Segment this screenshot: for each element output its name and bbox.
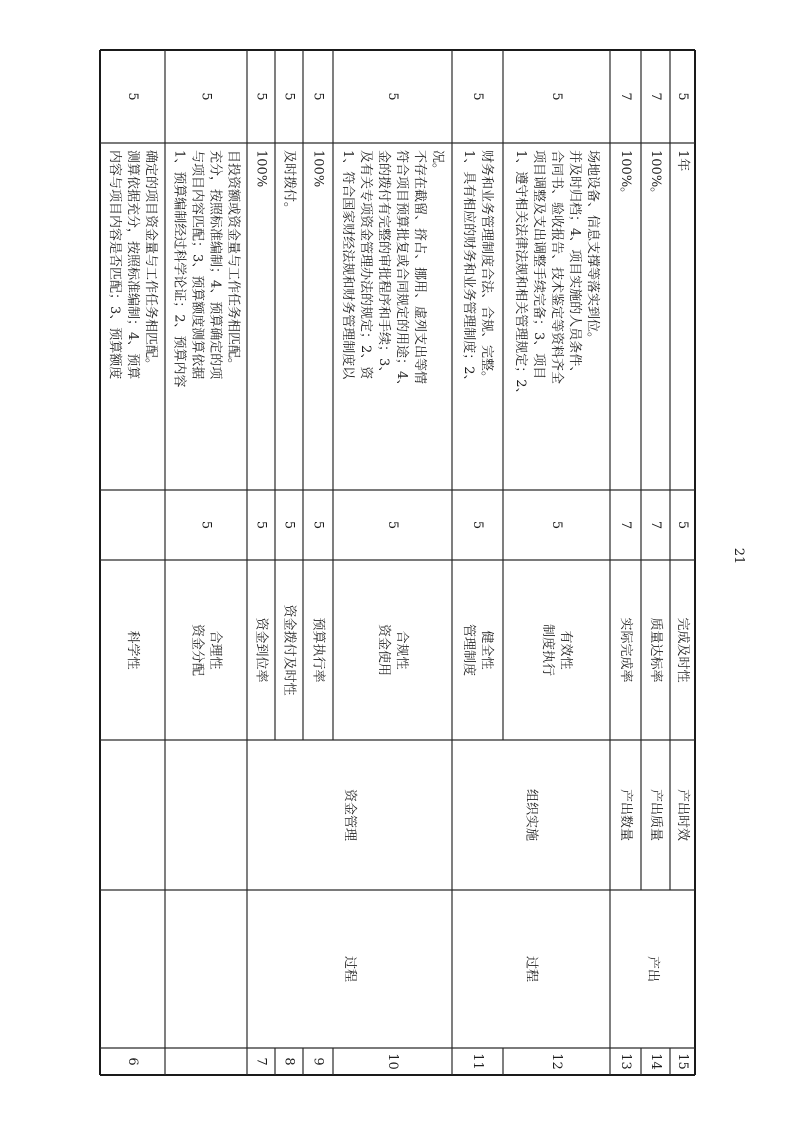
weight-value: 5 [253, 520, 269, 530]
indicator-level3: 资金使用 [376, 623, 391, 677]
row-number: 8 [281, 1057, 297, 1066]
weight-value: 5 [310, 520, 326, 530]
weight-value: 5 [470, 520, 485, 530]
criteria-text: 不存在截留、挤占、挪用、虚列支出等情 [412, 150, 427, 385]
criteria-text: 内容与项目内容是否匹配；3、预算额度 [107, 150, 122, 380]
indicator-level3: 合规性 [394, 630, 409, 670]
weight-value: 7 [618, 520, 633, 530]
indicator-level1: 过程 [523, 955, 539, 983]
score-value: 7 [618, 92, 633, 101]
criteria-text: 充分，按照标准编制；4、预算确定的项 [207, 150, 223, 380]
criteria-text: 金的拨付有完整的审批程序和手续；3、 [376, 150, 391, 380]
criteria-text: 100% [253, 150, 269, 188]
weight-value: 5 [549, 520, 564, 530]
indicator-level3: 科学性 [125, 630, 140, 670]
indicator-level2: 产出时效 [675, 788, 690, 842]
weight-value: 5 [675, 520, 690, 530]
indicator-level3: 合理性 [207, 630, 223, 670]
criteria-text: 况。 [430, 150, 445, 177]
score-value: 5 [675, 92, 690, 101]
criteria-text: 与项目内容匹配；3、预算额度测算依据 [189, 150, 205, 380]
criteria-text: 1、符合国家财经法规和财务管理制度以 [340, 150, 355, 380]
indicator-level2: 组织实施 [523, 788, 539, 842]
criteria-text: 符合项目预算批复或合同规定的用途；4、 [394, 150, 409, 393]
score-value: 5 [470, 92, 485, 101]
weight-value: 5 [281, 520, 297, 530]
criteria-text: 100%。 [618, 150, 633, 201]
criteria-text: 1、预算编制经过科学论证；2、预算内容 [171, 150, 187, 388]
page-number: 21 [731, 547, 746, 565]
row-number: 12 [549, 1053, 564, 1070]
indicator-level3: 完成及时性 [675, 617, 690, 683]
indicator-level3: 管理制度 [461, 623, 476, 677]
row-number: 14 [648, 1053, 663, 1070]
indicator-level2: 资金管理 [342, 788, 357, 842]
indicator-level3: 实际完成率 [618, 617, 633, 683]
score-value: 5 [125, 92, 140, 101]
score-value: 5 [385, 92, 400, 101]
criteria-text: 确定的项目资金量与工作任务相匹配。 [143, 150, 158, 372]
score-value: 5 [281, 92, 297, 101]
indicator-level3: 资金分配 [189, 623, 205, 677]
criteria-text: 1、具有相应的财务和业务管理制度；2、 [461, 150, 476, 388]
row-number: 7 [253, 1057, 269, 1066]
criteria-text: 目投资额或资金量与工作任务相匹配。 [225, 150, 241, 372]
score-value: 7 [648, 92, 663, 101]
criteria-text: 1年 [675, 150, 690, 172]
criteria-text: 合同书、验收报告、技术鉴定等资料齐全 [549, 150, 564, 385]
criteria-text: 及有关专项资金管理办法的规定；2、资 [358, 150, 373, 380]
indicator-level3: 健全性 [479, 630, 494, 670]
row-number: 6 [125, 1057, 140, 1066]
weight-value: 5 [385, 520, 400, 530]
table-cells [107, 92, 691, 1069]
criteria-text: 100% [310, 150, 326, 188]
criteria-text: 测算依据充分，按照标准编制；4、预算 [125, 150, 140, 380]
indicator-level3: 质量达标率 [648, 617, 663, 683]
score-value: 5 [310, 92, 326, 101]
indicator-level3: 资金拨付及时性 [281, 604, 297, 696]
indicator-level3: 资金到位率 [253, 617, 269, 683]
indicator-level3: 制度执行 [540, 623, 555, 677]
indicator-level3: 有效性 [558, 630, 573, 670]
row-number: 15 [675, 1053, 690, 1070]
criteria-text: 财务和业务管理制度合法、合规、完整。 [479, 150, 494, 385]
criteria-text: 场地设备、信息支撑等落实到位。 [585, 150, 600, 346]
score-value: 5 [253, 92, 269, 101]
indicator-level3: 预算执行率 [310, 617, 326, 683]
row-number: 11 [470, 1053, 485, 1070]
row-number: 10 [385, 1053, 400, 1070]
row-number: 13 [618, 1053, 633, 1070]
indicator-level1: 过程 [342, 955, 357, 983]
criteria-text: 100%。 [648, 150, 663, 201]
criteria-text: 并及时归档；4、项目实施的人员条件、 [567, 150, 582, 380]
row-number: 9 [310, 1057, 326, 1066]
score-value: 5 [198, 92, 214, 101]
indicator-level1: 产出 [645, 955, 660, 983]
criteria-text: 及时拨付。 [281, 150, 297, 216]
weight-value: 5 [198, 520, 214, 530]
weight-value: 7 [648, 520, 663, 530]
criteria-text: 项目调整及支出调整手续完备；3、项目 [531, 150, 546, 380]
indicator-level2: 产出质量 [648, 788, 663, 842]
indicator-level2: 产出数量 [618, 788, 633, 842]
score-value: 5 [549, 92, 564, 101]
criteria-text: 1、遵守相关法律法规和相关管理规定；2、 [513, 150, 528, 401]
